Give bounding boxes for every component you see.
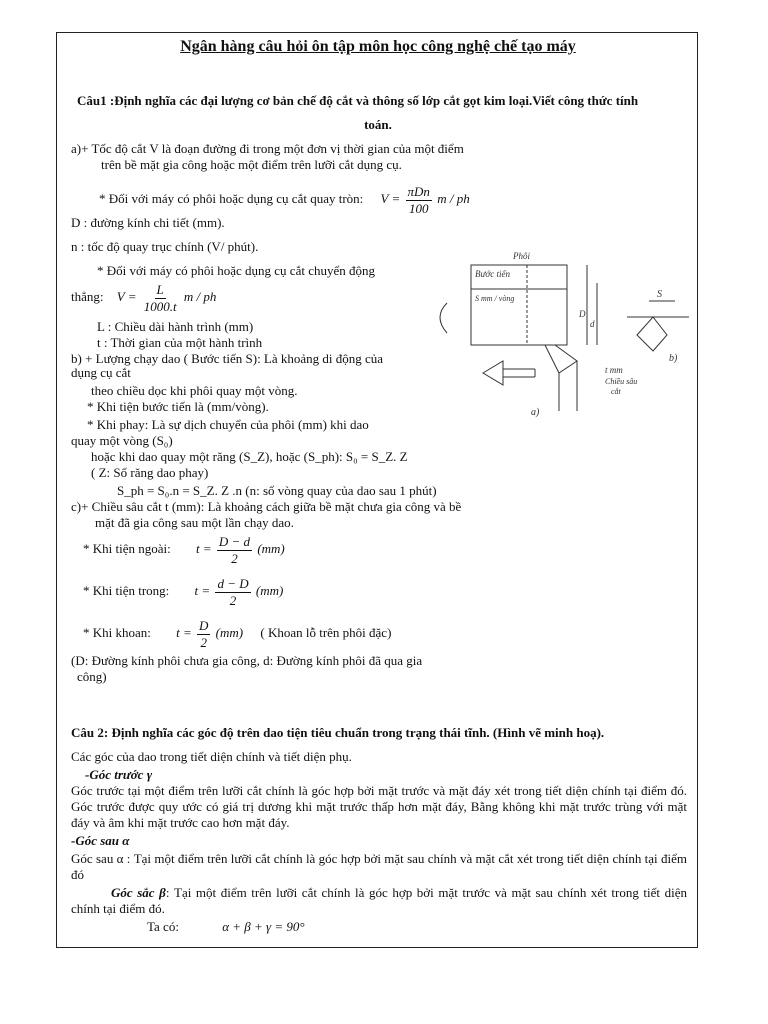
q1-a-line1: a)+ Tốc độ cắt V là đoạn đường đi trong một đơn vị thời gian của một điểm — [71, 141, 464, 156]
t-definition: t : Thời gian của một hành trình — [97, 335, 263, 350]
gamma-heading: -Góc trước γ — [85, 767, 153, 782]
q1-heading-line2: toán. — [364, 117, 392, 132]
q1-b-line9: S_ph = S₀.n = S_Z. Z .n (n: số vòng quay của dao sau 1 phút) — [117, 483, 437, 498]
inner-lhs: t = — [194, 583, 211, 598]
q1-a-line2: trên bề mặt gia công hoặc một điểm trên lưỡi cắt dụng cụ. — [101, 157, 402, 172]
label-chieu-sau: Chiều sâu — [605, 377, 638, 386]
inner-numerator: d − D — [217, 575, 249, 591]
sum-line — [147, 919, 305, 935]
chip-section — [637, 317, 667, 351]
linear-label: * Đối với máy có phôi hoặc dụng cụ cắt chuyển động — [97, 263, 376, 278]
f1-fraction — [406, 184, 432, 217]
q1-b-line7: hoặc khi dao quay một răng (S_Z), hoặc (S_ph): S₀ = S_Z. Z — [91, 449, 408, 464]
alpha-paragraph: Góc sau α : Tại một điểm trên lưỡi cắt chính là góc hợp bởi mặt sau chính và mặt cắt xét trong tiết diện chính tại điểm đó — [71, 851, 687, 882]
f2-lhs: V = — [116, 289, 137, 304]
outer-lhs: t = — [196, 541, 212, 556]
formula-rotary — [99, 181, 470, 217]
f1-numerator: πDn — [407, 183, 430, 199]
f2-numerator: L — [156, 281, 164, 297]
label-cat: cắt — [611, 387, 621, 396]
q1-b-line2: dụng cụ cắt — [71, 365, 131, 380]
outer-label: * Khi tiện ngoài: — [83, 541, 171, 556]
outer-unit: (mm) — [257, 541, 285, 556]
f1-unit: m / ph — [437, 191, 470, 206]
q1-heading-line1: Câu1 :Định nghĩa các đại lượng cơ bản chế độ cắt và thông số lớp cắt gọt kim loại.Viết công thức tính — [77, 93, 639, 108]
inner-fraction — [215, 576, 250, 609]
label-phoi: Phôi — [513, 251, 530, 261]
turning-diagram — [427, 243, 697, 423]
f2-denominator: 1000.t — [143, 298, 177, 314]
label-tmm: t mm — [605, 365, 623, 375]
drill-note: ( Khoan lỗ trên phôi đặc) — [260, 625, 392, 640]
beta-heading: Góc sắc β — [111, 885, 166, 900]
f2-unit: m / ph — [183, 289, 217, 304]
inner-denominator: 2 — [229, 592, 237, 608]
drill-fraction — [197, 618, 210, 651]
beta-paragraph — [71, 885, 687, 917]
formula-drilling — [83, 615, 391, 651]
label-s: S — [657, 289, 662, 300]
n-definition: n : tốc độ quay trục chính (V/ phút). — [71, 239, 259, 254]
q1-c-line1: c)+ Chiều sâu cắt t (mm): Là khoảng cách giữa bề mặt chưa gia công và bề — [71, 499, 462, 514]
f1-denominator: 100 — [408, 200, 429, 216]
drill-denominator: 2 — [200, 634, 207, 650]
turning-sketch-b — [627, 301, 689, 351]
page-frame — [56, 32, 698, 948]
taco-label: Ta có: — [147, 919, 179, 934]
outer-numerator: D − d — [218, 533, 251, 549]
q1-b-line1: b) + Lượng chạy dao ( Bước tiến S): Là khoảng di động của — [71, 351, 384, 366]
formula-outer-turning — [83, 531, 285, 567]
drill-label: * Khi khoan: — [83, 625, 151, 640]
note-line2: công) — [77, 669, 107, 684]
sum-formula: α + β + γ = 90° — [222, 919, 305, 934]
q1-b-line4: * Khi tiện bước tiến là (mm/vòng). — [87, 399, 269, 414]
rotation-arrow — [440, 303, 447, 333]
drill-lhs: t = — [176, 625, 192, 640]
f1-lhs: V = — [380, 191, 401, 206]
label-s-unit: S mm / vòng — [475, 294, 515, 303]
f2-fraction — [142, 282, 179, 315]
drill-numerator: D — [199, 617, 209, 633]
q1-b-line6: quay một vòng (S₀) — [71, 433, 173, 448]
turning-sketch-a — [440, 265, 597, 411]
label-d: d — [590, 319, 595, 329]
formula-inner-turning — [83, 573, 283, 609]
outer-denominator: 2 — [231, 550, 238, 566]
page-title: Ngân hàng câu hỏi ôn tập môn học công nghệ chế tạo máy — [180, 38, 576, 55]
gamma-paragraph: Góc trước tại một điểm trên lưỡi cắt chính là góc hợp bởi mặt trước và mặt đáy xét trong tiết diện chính tại điểm đó. Góc trước được quy ước có giá trị dương khi mặt trước thấp hơn mặt đáy, Bằng không khi mặt trước trùng với mặt đáy và âm khi mặt trước cao hơn mặt đáy. — [71, 783, 687, 830]
q2-intro: Các góc của dao trong tiết diện chính và tiết diện phụ. — [71, 749, 352, 764]
label-buoc-tien: Bước tiến — [475, 269, 510, 279]
formula-linear — [71, 279, 216, 315]
q1-b-line8: ( Z: Số răng dao phay) — [91, 465, 209, 480]
note-line1: (D: Đường kính phôi chưa gia công, d: Đường kính phôi đã qua gia — [71, 653, 423, 668]
inner-label: * Khi tiện trong: — [83, 583, 170, 598]
D-definition: D : đường kính chi tiết (mm). — [71, 215, 225, 230]
linear-label2: thẳng: — [71, 289, 104, 304]
label-b: b) — [669, 353, 678, 364]
alpha-heading: -Góc sau α — [71, 833, 130, 848]
L-definition: L : Chiều dài hành trình (mm) — [97, 319, 254, 334]
label-D: D — [579, 309, 586, 319]
feed-arrow — [483, 361, 503, 385]
q1-b-line5: * Khi phay: Là sự dịch chuyển của phôi (mm) khi dao — [87, 417, 369, 432]
q2-heading: Câu 2: Định nghĩa các góc độ trên dao tiện tiêu chuẩn trong trạng thái tĩnh. (Hình vẽ minh hoạ). — [71, 725, 605, 740]
q1-c-line2: mặt đã gia công sau một lần chạy dao. — [95, 515, 294, 530]
outer-fraction — [217, 534, 252, 567]
rotary-label: * Đối với máy có phôi hoặc dụng cụ cắt quay tròn: — [99, 191, 364, 206]
label-a: a) — [531, 407, 540, 418]
cutting-tool — [545, 345, 577, 373]
inner-unit: (mm) — [255, 583, 284, 598]
q1-b-line3: theo chiều dọc khi phôi quay một vòng. — [91, 383, 298, 398]
drill-unit: (mm) — [215, 625, 244, 640]
beta-text: : Tại một điểm trên lưỡi cắt chính là góc hợp bởi mặt trước và mặt sau chính xét trong tiết diện chính tại điểm đó. — [71, 885, 687, 916]
